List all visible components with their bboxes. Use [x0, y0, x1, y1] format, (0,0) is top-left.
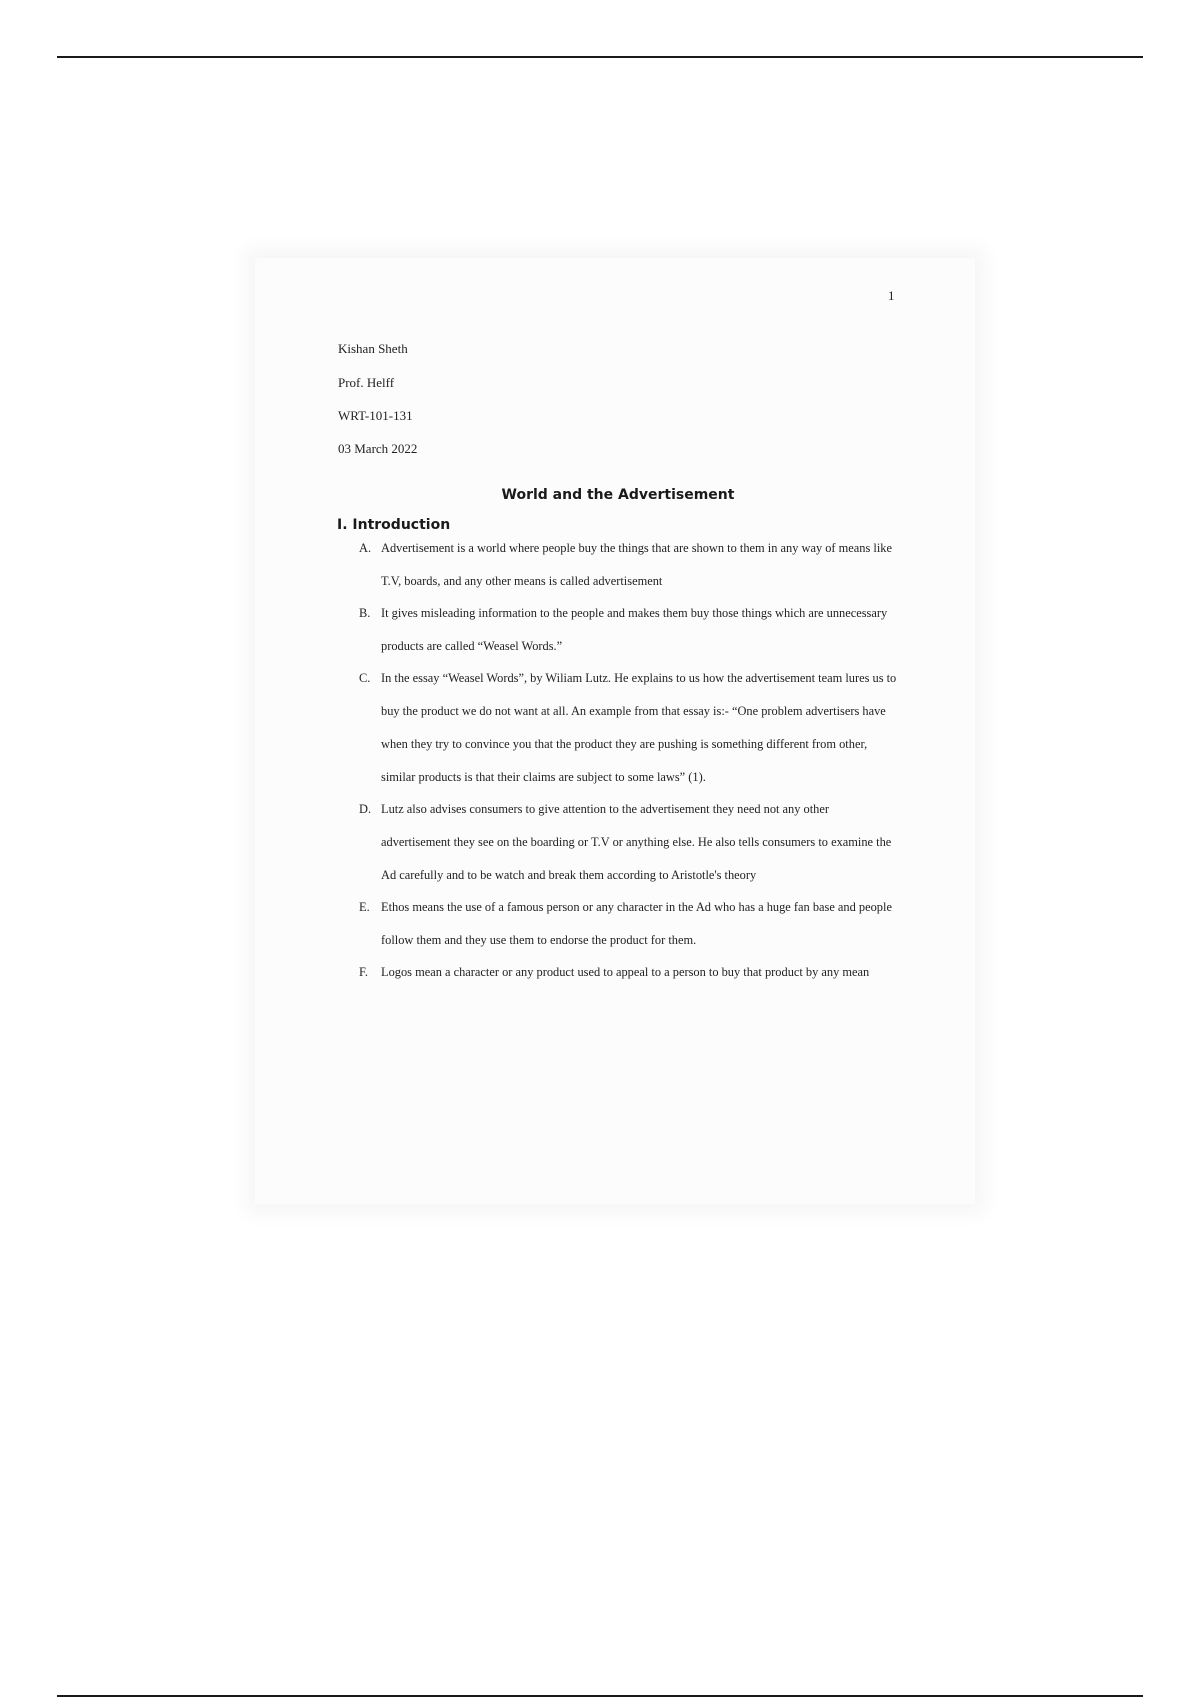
outline-marker: A.	[359, 541, 372, 555]
document-title: World and the Advertisement	[501, 487, 735, 503]
outline-text: Ethos means the use of a famous person or any character in the Ad who has a huge fan base and people follow them and they use them to endorse the product for them.	[381, 900, 892, 947]
outline-text: Advertisement is a world where people buy the things that are shown to them in any way of means like T.V, boards, and any other means is called advertisement	[381, 541, 892, 588]
outline-text: It gives misleading information to the people and makes them buy those things which are unnecessary products are called “Weasel Words.”	[381, 606, 888, 653]
author-name: Kishan Sheth	[338, 341, 408, 356]
outline-item-f	[359, 956, 899, 989]
outline-marker: B.	[359, 606, 371, 620]
instructor-name: Prof. Helff	[338, 375, 395, 390]
outline-item-a	[359, 532, 899, 598]
page-number: 1	[888, 288, 895, 303]
section-heading: I. Introduction	[337, 517, 451, 533]
top-divider	[57, 56, 1143, 58]
outline-list	[359, 533, 899, 989]
course-code: WRT-101-131	[338, 408, 413, 423]
outline-text: Logos mean a character or any product used to appeal to a person to buy that product by any mean	[381, 965, 870, 979]
outline-item-c	[359, 662, 899, 794]
outline-item-b	[359, 597, 899, 663]
outline-text: Lutz also advises consumers to give attention to the advertisement they need not any other advertisement they see on the boarding or T.V or anything else. He also tells consumers to examine the Ad carefully and to be watch and break them according to Aristotle's theory	[381, 802, 892, 882]
bottom-divider	[57, 1695, 1143, 1697]
outline-item-d	[359, 793, 899, 892]
outline-text: In the essay “Weasel Words”, by Wiliam Lutz. He explains to us how the advertisement team lures us to buy the product we do not want at all. An example from that essay is:- “One problem advertisers have when they try to convince you that the product they are pushing is something different from other, similar products is that their claims are subject to some laws” (1).	[381, 671, 897, 784]
outline-marker: D.	[359, 802, 372, 816]
outline-marker: E.	[359, 900, 370, 914]
outline-item-e	[359, 891, 899, 957]
outline-marker: F.	[359, 965, 368, 979]
outline-marker: C.	[359, 671, 371, 685]
document-date: 03 March 2022	[338, 441, 418, 456]
